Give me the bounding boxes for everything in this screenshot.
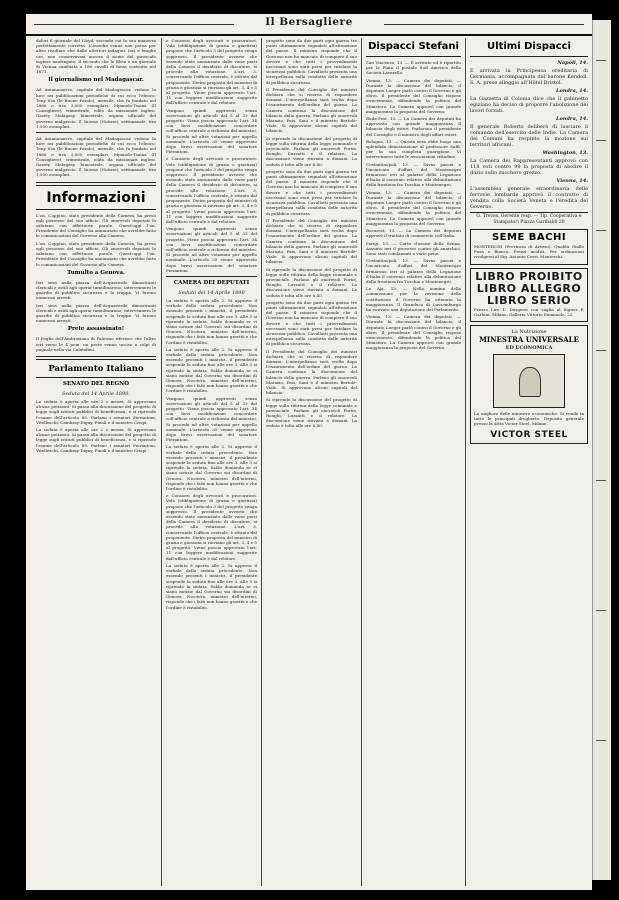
edge-mark: [596, 350, 606, 351]
column-rule: [261, 38, 262, 886]
column-1: [36, 38, 156, 886]
dispatch-text: Parigi, 13. — Corte d'assise della Senna. Assunto ieri il processo contro gli anarchici. Sono stati condannati a varie pene.: [366, 240, 461, 256]
dispatch-text: La Camera dei Rappresentanti approvò con 118 voti contro 99 la proposta di abolire il dazio sullo zucchero grezzo.: [470, 158, 588, 176]
article-text: La seduta è aperta alle ore 2 e mezza. Si approvano alcune petizioni. Si passa alla discussione del progetto di legge sugli istituti pubblici di beneficenza, e si riprende l'esame dell'articolo 85. Parlano i senatori Pierantoni, Vitelleschi, Cambray-Digny, Finali e il ministro Crispi.: [36, 426, 156, 453]
column-3: [266, 38, 357, 886]
section-heading: Tumulto a Genova.: [67, 269, 125, 276]
article-text: Vengono quindi approvati senza osservazioni gli articoli dal 5 al 33 del progetto. Viene poscia approvato l'art. 34 con lievi modificazioni concordate coll'ufficio centrale a richiesta del ministro. Si procede ad altre votazioni per appello nominale. L'articolo 35 venne approvato dopo brevi osservazioni del senatore Pierantoni.: [166, 226, 257, 273]
section-heading: Il giornalismo nel Madagascar.: [48, 77, 144, 84]
edge-mark: [596, 60, 606, 61]
ad-title: LIBRO SERIO: [487, 293, 571, 307]
newspaper-page: [26, 14, 592, 890]
edge-mark: [596, 480, 606, 481]
dispatch-text: San Vincenzo, 13. — È arrivato ed è ripartito per la Plata il postale Sud America della Società Lavarello.: [366, 60, 461, 76]
dispatch-text: La Aja, 13. — Nella nomina della commissione per la revisione della costituzione il Governo ha ottenuto la maggioranza. Il Granduca di Lussemburgo ha ricevuto una deputazione del Parlamento.: [366, 286, 461, 312]
divider: [36, 377, 156, 378]
divider: [166, 276, 257, 277]
article-text: La seduta è aperta alle 2. Si approva il verbale della seduta precedente. Non essendo presenti i ministri, il presidente sospende la seduta fino alle ore 3. Alle 3 si riprende la seduta. Saldo domanda se vi siano notizie dal Governo sui disordini di Genova. Nicotera, ministro dell'interno, risponde che i fatti non hanno gravità e che l'ordine è ristabilito.: [166, 562, 257, 610]
dispatch-text: Vienna, 13. — Camera dei deputati. — Durante la discussione del bilancio, il deputato Lueger parlò contro il Governo e gli ebrei. Il presidente del Consiglio rispose vivacemente, difendendo la politica del Ministero. La Camera approvò con grande maggioranza la proposta del Governo.: [366, 314, 461, 351]
dispatch-text: Vienna, 13. — Camera dei deputati. — Durante la discussione del bilancio, il deputato Lueger parlò contro il Governo e gli ebrei. Il presidente del Consiglio rispose vivacemente, difendendo la politica del Ministero. La Camera approvò con grande maggioranza la proposta del Governo.: [366, 189, 461, 226]
dispatch-text: Vienna, 13. — Camera dei deputati. — Durante la discussione del bilancio, il deputato Lueger parlò contro il Governo e gli ebrei. Il presidente del Consiglio rispose vivacemente, difendendo la politica del Ministero. La Camera approvò con grande maggioranza la proposta del Governo.: [366, 77, 461, 114]
section-heading-informazioni: Informazioni: [46, 189, 146, 206]
edge-mark: [596, 740, 606, 741]
ad-text: MONTERCHI (Provincia di Arezzo). Qualità Giallo Pura e Bianco. Prezzi modici. Per ordinazioni rivolgersi al Sig. Antonio Cerri, Monterchi.: [474, 244, 584, 260]
divider: [36, 356, 156, 360]
ad-text: Prezzo Lire 1. Dirigersi con vaglia al Signor F. Garbini, Milano, Galleria Vittorio Emanuele, 22.: [474, 306, 584, 317]
ad-seme-bachi: [470, 229, 588, 265]
article-text: Il Presidente del Consiglio dei ministri dichiara che si riserva di rispondere domani. L'interpellanza sarà svolta dopo l'esaurimento dell'ordine del giorno. La Camera continua la discussione del bilancio della guerra. Parlano gli onorevoli Marazio, Pais, Sani e il ministro Bertolè-Viale. Si approvano alcuni capitoli del bilancio.: [266, 348, 357, 396]
ad-title: SEME BACHI: [491, 232, 567, 243]
article-text: L'on. Coppino, stato presidente della Camera, ha preso egli possesso del suo ufficio. Gli onorevoli deputati lo salutano con affettuose parole. Quest'oggi l'on. Presidente del Consiglio ha annunziato che avrebbe fatto le comunicazioni del Governo alla Camera.: [36, 212, 156, 239]
session-date: Seduta del 14 Aprile 1890.: [62, 390, 130, 397]
adjacent-page-edge: [592, 20, 611, 880]
article-text: Ieri sera nella piazza dell'Acquaverde dimostranti clericali e ostili agli operai tumultuarono; intervennero le guardie di pubblica sicurezza e la truppa. Vi furono numerosi arresti.: [36, 302, 156, 324]
article-text: Ad Antananarivo, capitale del Madagascar, vedono la luce sei pubblicazioni periodiche di cui ecco l'elenco: Teny Soa (le Buone Parole), mensile, che fu fondato nel 1866 e tira 3,000 esemplari. Mpanolo-Tsaina (Il Consigliere), trimestrale, edito da missionari inglesi. Gazety Malagasy, bimestrale, organo ufficiale del governo malgascio. Il Vaovao (Notizie), settimanale, tira 1,500 esemplari.: [36, 87, 156, 129]
dispatch-text: Buda-Pest, 13. — La Camera dei deputati ha approvato con grande maggioranza il bilancio degli esteri. Parlarono il presidente del Consiglio e il ministro degli affari esteri.: [366, 116, 461, 137]
section-heading: Prete assassinato!: [67, 326, 125, 333]
column-rule: [361, 38, 362, 886]
divider: [36, 182, 156, 186]
section-heading-ultimi-dispacci: Ultimi Dispacci: [487, 41, 571, 52]
article-text: e Consorzi degli avvocati e procuratori. Vola (obbligazione di grazia e giustizia) propone che l'articolo 3 del progetto venga soppresso. Il presidente avverte che essendo stato annunziato dalle varie parti della Camera il desiderio di discutere, si procede alla votazione. L'art. 3, conservando l'ufficio centrale, è ritirato dal proponente. Dietro proposta del ministro di grazia e giustizia si rinviano gli art. 3, 4 e 5 al progetto. Viene poscia approvato l'art. 11 con leggere modificazioni suggerite dall'ufficio centrale e dal relatore.: [166, 156, 257, 224]
ad-title: La Nutrizione: [511, 329, 547, 336]
masthead-title: Il Bersagliere: [265, 16, 353, 28]
article-text: Si riprende la discussione del progetto di legge sulla riforma della legge comunale e provinciale. Parlano gli onorevoli Fortis, Bonghi, Luzzatti e il relatore. La discussione viene rinviata a domani. La seduta è tolta alle ore 6.40.: [266, 397, 357, 429]
ad-brand: VICTOR STEEL: [490, 429, 568, 440]
dispatch-text: È arrivata la Principessa ereditaria di Germania, accompagnata dal barone Kendell. S. A. prese alloggio all'Hôtel Bristol.: [470, 68, 588, 86]
section-heading-camera: CAMERA DEI DEPUTATI: [173, 279, 250, 286]
figure-illustration: [519, 367, 541, 397]
divider: [470, 56, 588, 57]
article-text: La seduta è aperta alle 2. Si approva il verbale della seduta precedente. Non essendo presenti i ministri, il presidente sospende la seduta fino alle ore 3. Alle 3 si riprende la seduta. Saldo domanda se vi siano notizie dal Governo sui disordini di Genova. Nicotera, ministro dell'interno, risponde che i fatti non hanno gravità e che l'ordine è ristabilito.: [166, 346, 257, 394]
edge-mark: [596, 230, 606, 231]
column-rule: [161, 38, 162, 886]
ad-title: LIBRO ALLEGRO: [476, 281, 582, 295]
section-heading-dispacci-stefani: Dispacci Stefani: [368, 41, 459, 52]
dispatch-text: Bucarest, 13. — La Camera dei deputati approvò il trattato di commercio coll'Italia.: [366, 228, 461, 239]
divider: [36, 209, 156, 210]
section-subheading: SENATO DEL REGNO: [63, 380, 129, 387]
article-text: La seduta è aperta alle 2. Si approva il verbale della seduta precedente. Non essendo presenti i ministri, il presidente sospende la seduta fino alle ore 3. Alle 3 si riprende la seduta. Saldo domanda se vi siano notizie dal Governo sui disordini di Genova. Nicotera, ministro dell'interno, risponde che i fatti non hanno gravità e che l'ordine è ristabilito.: [166, 297, 257, 345]
article-text: Il Foglio dell'Ambrosiano di Palermo riferisce che l'altro ieri verso le 4 pom. un prete venne ucciso a colpi di pugnale nella via Calatafimi.: [36, 336, 156, 352]
article-text: La seduta è aperta alle ore 2 e mezza. Si approvano alcune petizioni. Si passa alla discussione del progetto di legge sugli istituti pubblici di beneficenza, e si riprende l'esame dell'articolo 85. Parlano i senatori Pierantoni, Vitelleschi, Cambray-Digny, Finali e il ministro Crispi.: [36, 398, 156, 425]
ad-libro: [470, 268, 588, 322]
dispatch-text: Costantinopoli, 13. — Savas pascià e l'incaricato d'affari del Montenegro firmarono ieri al palazzo della Legazione d'Italia il convenio relativo alla delimitazione della frontiera fra Turchia e Montenegro.: [366, 161, 461, 188]
divider: [36, 132, 156, 133]
ad-subtitle: ED ECONOMICA: [505, 345, 553, 352]
column-2: [166, 38, 257, 886]
article-text: progetto sono da due parti ogni giorno tre punti ultimamente segnalati all'attenzione del paese. Il ministro risponde che il Governo non ha mancato di compiere il suo dovere e che tutti i provvedimenti necessari sono stati presi per tutelare la sicurezza pubblica. Cavallotti presenta una interpellanza sulla condotta delle autorità di pubblica sicurezza.: [266, 168, 357, 216]
article-text: Vengono quindi approvati senza osservazioni gli articoli dal 5 al 33 del progetto. Viene poscia approvato l'art. 34 con lievi modificazioni concordate coll'ufficio centrale a richiesta del ministro. Si procede ad altre votazioni per appello nominale. L'articolo 35 venne approvato dopo brevi osservazioni del senatore Pierantoni.: [166, 107, 257, 155]
article-text: La seduta è aperta alle 2. Si approva il verbale della seduta precedente. Non essendo presenti i ministri, il presidente sospende la seduta fino alle ore 3. Alle 3 si riprende la seduta. Saldo domanda se vi siano notizie dal Governo sui disordini di Genova. Nicotera, ministro dell'interno, risponde che i fatti non hanno gravità e che l'ordine è ristabilito.: [166, 444, 257, 492]
masthead: [26, 14, 592, 36]
article-text: Si riprende la discussione del progetto di legge sulla riforma della legge comunale e provinciale. Parlano gli onorevoli Fortis, Bonghi, Luzzatti e il relatore. La discussione viene rinviata a domani. La seduta è tolta alle ore 6.40.: [266, 266, 357, 298]
ad-subtitle: MINESTRA UNIVERSALE: [479, 335, 579, 345]
ad-minestra: [470, 325, 588, 444]
edge-mark: [596, 140, 606, 141]
article-text: e Consorzi degli avvocati e procuratori. Vola (obbligazione di grazia e giustizia) propone che l'articolo 3 del progetto venga soppresso. Il presidente avverte che essendo stato annunziato dalle varie parti della Camera il desiderio di discutere, si procede alla votazione. L'art. 3, conservando l'ufficio centrale, è ritirato dal proponente. Dietro proposta del ministro di grazia e giustizia si rinviano gli art. 3, 4 e 5 al progetto. Viene poscia approvato l'art. 11 con leggere modificazioni suggerite dall'ufficio centrale e dal relatore.: [166, 38, 257, 106]
dispatch-text: Costantinopoli, 13. — Savas pascià e l'incaricato d'affari del Montenegro firmarono ieri al palazzo della Legazione d'Italia il convenio relativo alla delimitazione della frontiera fra Turchia e Montenegro.: [366, 258, 461, 284]
dispatch-place: Washington, 13.: [542, 150, 588, 156]
ad-illustration: [493, 354, 565, 408]
section-heading-parlamento: Parlamento Italiano: [48, 363, 144, 374]
article-text: progetto sono da due parti ogni giorno tre punti ultimamente segnalati all'attenzione del paese. Il ministro risponde che il Governo non ha mancato di compiere il suo dovere e che tutti i provvedimenti necessari sono stati presi per tutelare la sicurezza pubblica. Cavallotti presenta una interpellanza sulla condotta delle autorità di pubblica sicurezza.: [266, 299, 357, 347]
column-5: [470, 38, 588, 886]
ad-text: La migliore delle minestre economiche. Si vende in tutte le principali drogherie. Deposito generale presso la ditta Victor Steel, Milano.: [474, 411, 584, 427]
dispatch-text: Bologna, 13. — Questa sera ebbe luogo una splendida dimostrazione al professore Saffi, per la sua completa guarigione. Vi intervennero tutte le associazioni cittadine.: [366, 138, 461, 160]
column-4: [366, 38, 461, 886]
article-text: progetto sono da due parti ogni giorno tre punti ultimamente segnalati all'attenzione del paese. Il ministro risponde che il Governo non ha mancato di compiere il suo dovere e che tutti i provvedimenti necessari sono stati presi per tutelare la sicurezza pubblica. Cavallotti presenta una interpellanza sulla condotta delle autorità di pubblica sicurezza.: [266, 38, 357, 85]
article-text: Il Presidente del Consiglio dei ministri dichiara che si riserva di rispondere domani. L'interpellanza sarà svolta dopo l'esaurimento dell'ordine del giorno. La Camera continua la discussione del bilancio della guerra. Parlano gli onorevoli Marazio, Pais, Sani e il ministro Bertolè-Viale. Si approvano alcuni capitoli del bilancio.: [266, 217, 357, 265]
dispatch-text: Il generale Roberts deliberò di lasciare il comando dell'esercito delle Indie. La Camera dei Comuni ha respinto la mozione sui territori africani.: [470, 124, 588, 148]
edge-mark: [596, 610, 606, 611]
dispatch-text: L'assemblea generale straordinaria delle ferrovie lombarde approvò il contratto di vendita colla Società Veneta e l'eredità del Governo.: [470, 186, 588, 210]
article-text: Il Presidente del Consiglio dei ministri dichiara che si riserva di rispondere domani. L'interpellanza sarà svolta dopo l'esaurimento dell'ordine del giorno. La Camera continua la discussione del bilancio della guerra. Parlano gli onorevoli Marazio, Pais, Sani e il ministro Bertolè-Viale. Si approvano alcuni capitoli del bilancio.: [266, 86, 357, 134]
dispatch-place: Londra, 14.: [555, 116, 588, 122]
dispatch-text: La Gazzetta di Colonia dice che il gabinetto egiziano ha deciso di proporre l'abolizione dei lavori forzati.: [470, 96, 588, 114]
article-text: Vengono quindi approvati senza osservazioni gli articoli dal 5 al 33 del progetto. Viene poscia approvato l'art. 34 con lievi modificazioni concordate coll'ufficio centrale a richiesta del ministro. Si procede ad altre votazioni per appello nominale. L'articolo 35 venne approvato dopo brevi osservazioni del senatore Pierantoni.: [166, 395, 257, 443]
column-rule: [465, 38, 466, 886]
dispatch-place: Vienna, 14.: [556, 178, 588, 184]
divider: [366, 56, 461, 57]
article-text: L'on. Coppino, stato presidente della Camera, ha preso egli possesso del suo ufficio. Gli onorevoli deputati lo salutano con affettuose parole. Quest'oggi l'on. Presidente del Consiglio ha annunziato che avrebbe fatto le comunicazioni del Governo alla Camera.: [36, 240, 156, 267]
ad-title: LIBRO PROIBITO: [475, 269, 583, 283]
dispatch-place: Londra, 14.: [555, 88, 588, 94]
article-text: Ieri sera nella piazza dell'Acquaverde dimostranti clericali e ostili agli operai tumultuarono; intervennero le guardie di pubblica sicurezza e la truppa. Vi furono numerosi arresti.: [36, 279, 156, 301]
printer-credit: G. Treves, Gerente resp. — Tip. Cooperativa e Stampatori Piazza Garibaldi 20: [470, 212, 588, 226]
article-text: e Consorzi degli avvocati e procuratori. Vola (obbligazione di grazia e giustizia) propone che l'articolo 3 del progetto venga soppresso. Il presidente avverte che essendo stato annunziato dalle varie parti della Camera il desiderio di discutere, si procede alla votazione. L'art. 3, conservando l'ufficio centrale, è ritirato dal proponente. Dietro proposta del ministro di grazia e giustizia si rinviano gli art. 3, 4 e 5 al progetto. Viene poscia approvato l'art. 11 con leggere modificazioni suggerite dall'ufficio centrale e dal relatore.: [166, 493, 257, 561]
article-text: Ad Antananarivo, capitale del Madagascar, vedono la luce sei pubblicazioni periodiche di cui ecco l'elenco: Teny Soa (le Buone Parole), mensile, che fu fondato nel 1866 e tira 3,000 esemplari. Mpanolo-Tsaina (Il Consigliere), trimestrale, edito da missionari inglesi. Gazety Malagasy, bimestrale, organo ufficiale del governo malgascio. Il Vaovao (Notizie), settimanale, tira 1,500 esemplari.: [36, 136, 156, 178]
article-text: Si riprende la discussione del progetto di legge sulla riforma della legge comunale e provinciale. Parlano gli onorevoli Fortis, Bonghi, Luzzatti e il relatore. La discussione viene rinviata a domani. La seduta è tolta alle ore 6.40.: [266, 135, 357, 167]
dispatch-place: Napoli, 14.: [557, 60, 588, 66]
session-date: Seduta del 14 Aprile 1890: [178, 289, 245, 296]
article-text: dolori il giornale del Lloyd, secondo cui la sua manovra perfettamente corretta. L'assedio venne non potea per altro risultare che dalle ulteriori indagini. Ieri e lunghe ore, non conservavasi ancora il nome del piroscafo inglese naufragato. Il secondo che la Elisa e un giornale di Vienna cambiata a 180 cavalli di forza costruito nel 1871.: [36, 38, 156, 75]
